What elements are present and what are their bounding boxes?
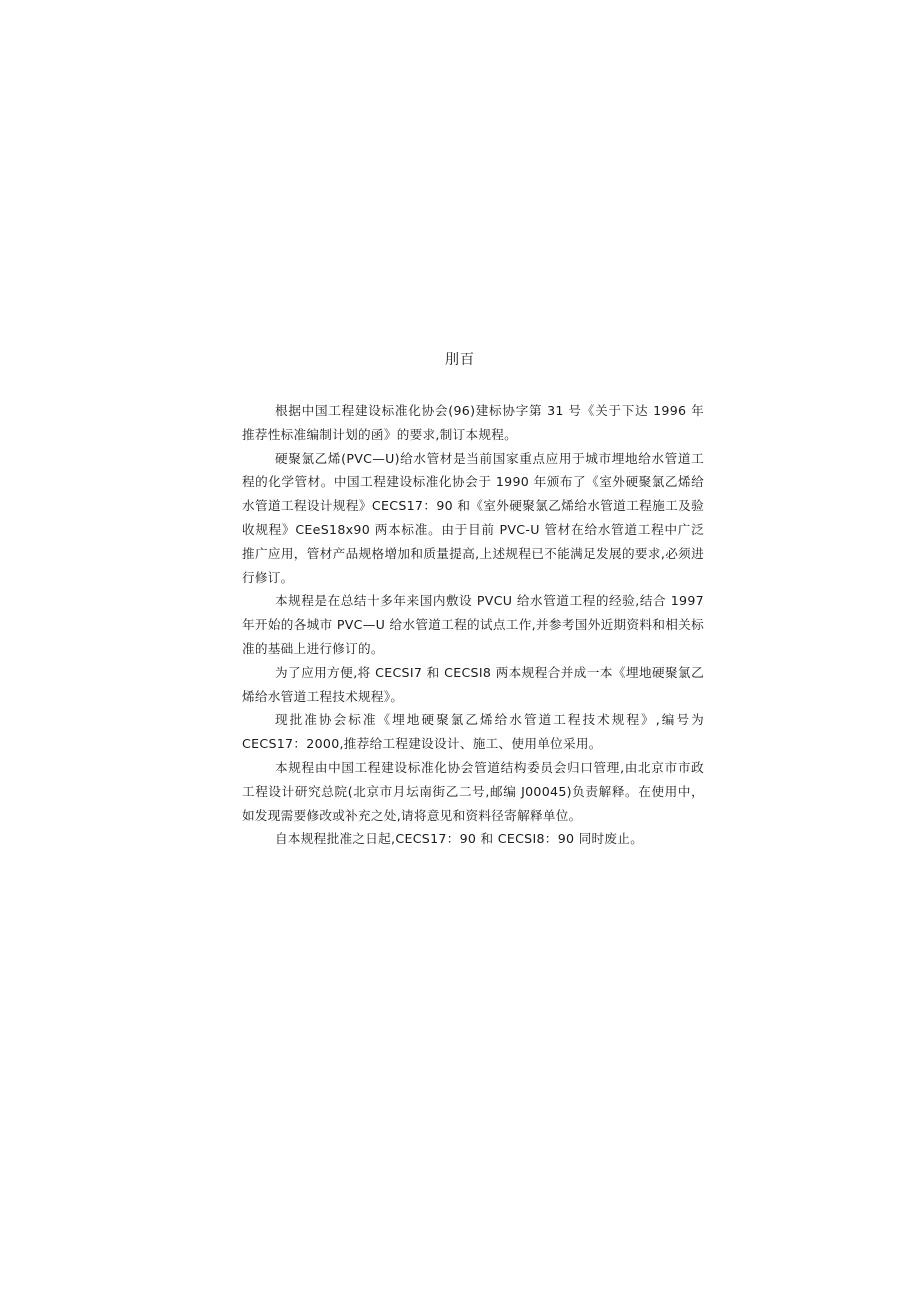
paragraph-6: 本规程由中国工程建设标准化协会管道结构委员会归口管理,由北京市市政工程设计研究总院(北京市月坛南街乙二号,邮编 J00045)负责解释。在使用中，如发现需要修改或补充之处,请将意见和资料径寄解释单位。	[242, 759, 704, 823]
paragraph-7: 自本规程批准之日起,CECS17：90 和 CECSI8：90 同时废止。	[275, 831, 644, 847]
paragraph-3: 本规程是在总结十多年来国内敷设 PVCU 给水管道工程的经验,结合 1997 年开始的各城市 PVC—U 给水管道工程的试点工作,并参考国外近期资料和相关标准的基础上进行修订的。	[242, 593, 704, 656]
document-body	[242, 399, 704, 851]
paragraph-5: 现批准协会标准《埋地硬聚氯乙烯给水管道工程技术规程》,编号为 CECS17：2000,推荐给工程建设设计、施工、使用单位采用。	[242, 712, 704, 752]
paragraph-4: 为了应用方便,将 CECSI7 和 CECSI8 两本规程合并成一本《埋地硬聚氯乙烯给水管道工程技术规程》。	[242, 664, 704, 704]
paragraph-2: 硬聚氯乙烯(PVC—U)给水管材是当前国家重点应用于城市埋地给水管道工程的化学管材。中国工程建设标准化协会于 1990 年颁布了《室外硬聚氯乙烯给水管道工程设计规程》CECS17：90 和《室外硬聚氯乙烯给水管道工程施工及验收规程》CEeS18x90 两本标准。由于目前 PVC-U 管材在给水管道工程中广泛推广应用，管材产品规格增加和质量提高,上述规程已不能满足发展的要求,必须进行修订。	[242, 450, 704, 585]
page-title: 刖百	[445, 352, 475, 368]
paragraph-1: 根据中国工程建设标准化协会(96)建标协字第 31 号《关于下达 1996 年推荐性标准编制计划的函》的要求,制订本规程。	[242, 403, 704, 442]
